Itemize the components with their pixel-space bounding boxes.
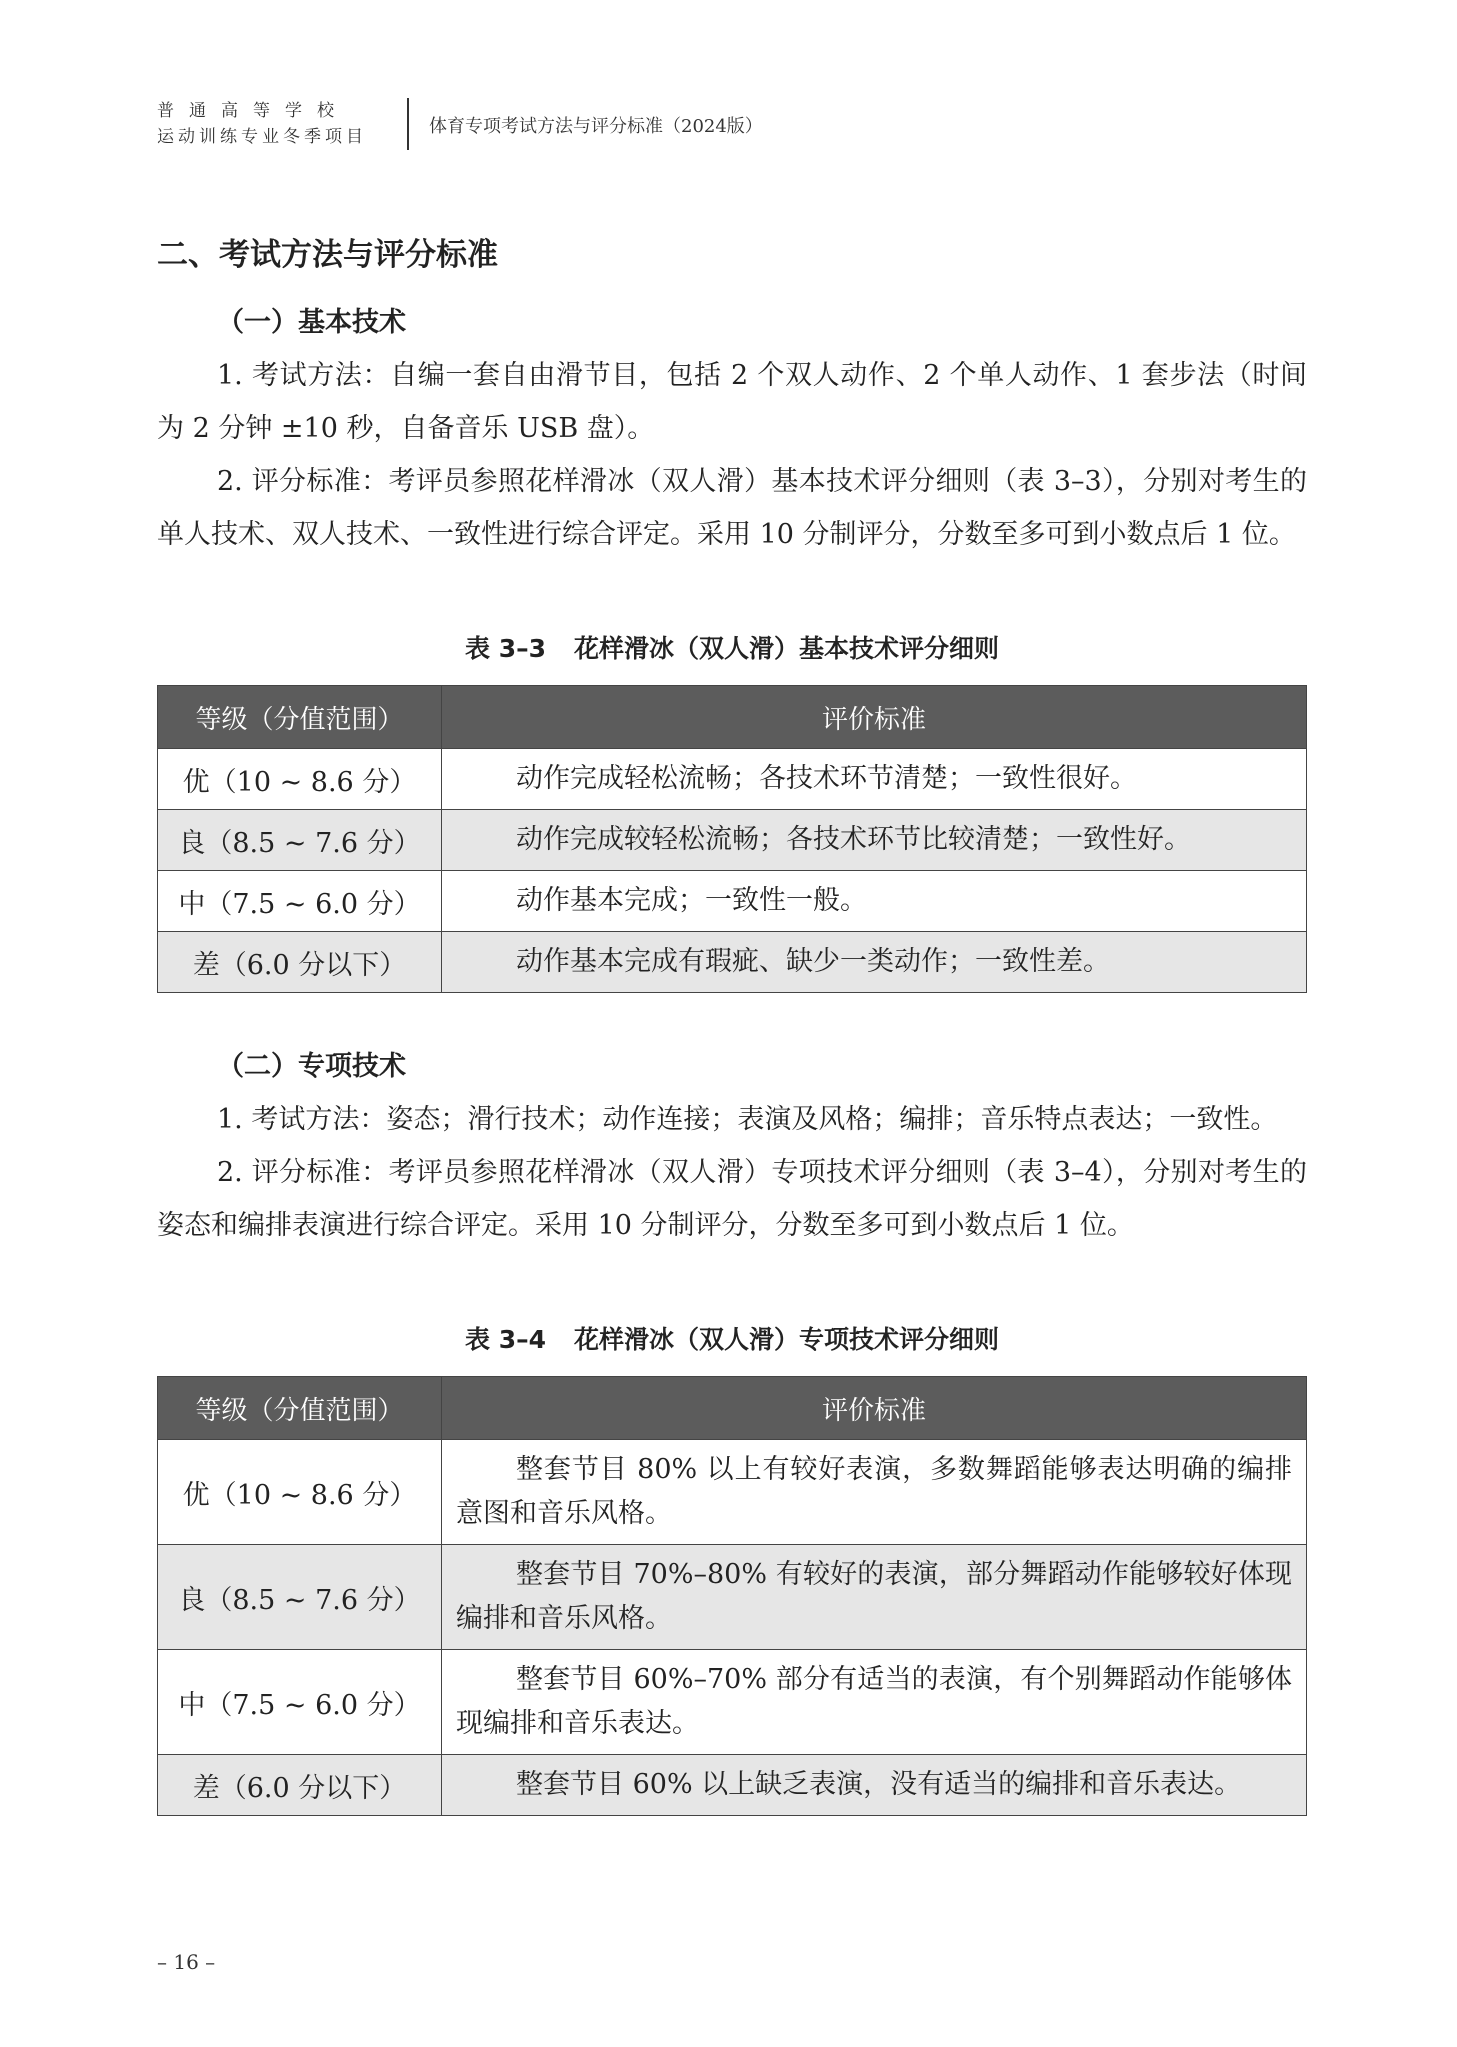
grade-level: 差（6.0 分以下）	[158, 932, 442, 993]
table2-number: 表 3–4	[464, 1325, 546, 1354]
grade-criteria: 整套节目 70%–80% 有较好的表演，部分舞蹈动作能够较好体现编排和音乐风格。	[442, 1545, 1307, 1650]
table2	[157, 1376, 1307, 1816]
table2-caption	[157, 1318, 1307, 1362]
part1-exam-method: 1. 考试方法：自编一套自由滑节目，包括 2 个双人动作、2 个单人动作、1 套步法（时间为 2 分钟 ±10 秒，自备音乐 USB 盘）。	[157, 360, 1307, 444]
table1-title: 花样滑冰（双人滑）基本技术评分细则	[573, 634, 999, 663]
grade-criteria: 整套节目 60%–70% 部分有适当的表演，有个别舞蹈动作能够体现编排和音乐表达。	[442, 1650, 1307, 1755]
table2-header-level: 等级（分值范围）	[158, 1377, 442, 1440]
part1-scoring-standard: 2. 评分标准：考评员参照花样滑冰（双人滑）基本技术评分细则（表 3–3），分别对考生的单人技术、双人技术、一致性进行综合评定。采用 10 分制评分，分数至多可到小数点后 1 位。	[157, 466, 1307, 550]
table1-caption	[157, 627, 1307, 671]
part2-scoring-standard: 2. 评分标准：考评员参照花样滑冰（双人滑）专项技术评分细则（表 3–4），分别对考生的姿态和编排表演进行综合评定。采用 10 分制评分，分数至多可到小数点后 1 位。	[157, 1157, 1307, 1241]
part2-heading: （二）专项技术	[217, 1051, 406, 1082]
header-divider	[407, 98, 409, 150]
grade-criteria: 动作完成轻松流畅；各技术环节清楚；一致性很好。	[442, 749, 1307, 810]
grade-level: 良（8.5 ~ 7.6 分）	[158, 810, 442, 871]
grade-criteria: 动作基本完成有瑕疵、缺少一类动作；一致性差。	[442, 932, 1307, 993]
header-line-2: 运动训练专业冬季项目	[157, 127, 367, 147]
table-row	[158, 1545, 1307, 1650]
table-row	[158, 1440, 1307, 1545]
page-number: – 16 –	[157, 1950, 216, 1974]
table1	[157, 685, 1307, 993]
table1-header-criteria: 评价标准	[442, 686, 1307, 749]
table1-header-row	[158, 686, 1307, 749]
grade-level: 优（10 ~ 8.6 分）	[158, 1440, 442, 1545]
part1-heading: （一）基本技术	[217, 307, 406, 338]
page-content	[157, 225, 1307, 1816]
grade-criteria: 整套节目 60% 以上缺乏表演，没有适当的编排和音乐表达。	[442, 1755, 1307, 1816]
table-row	[158, 1755, 1307, 1816]
header-line-1: 普通高等学校	[157, 101, 349, 121]
table2-header-criteria: 评价标准	[442, 1377, 1307, 1440]
table-row	[158, 1650, 1307, 1755]
grade-level: 差（6.0 分以下）	[158, 1755, 442, 1816]
table-row	[158, 871, 1307, 932]
section-title: 二、考试方法与评分标准	[157, 237, 498, 273]
grade-level: 中（7.5 ~ 6.0 分）	[158, 1650, 442, 1755]
grade-level: 良（8.5 ~ 7.6 分）	[158, 1545, 442, 1650]
grade-level: 中（7.5 ~ 6.0 分）	[158, 871, 442, 932]
grade-criteria: 动作基本完成；一致性一般。	[442, 871, 1307, 932]
table-row	[158, 932, 1307, 993]
grade-criteria: 动作完成较轻松流畅；各技术环节比较清楚；一致性好。	[442, 810, 1307, 871]
header-series	[157, 98, 402, 150]
table-row	[158, 810, 1307, 871]
header-title: 体育专项考试方法与评分标准（2024版）	[429, 116, 763, 137]
grade-criteria: 整套节目 80% 以上有较好表演，多数舞蹈能够表达明确的编排意图和音乐风格。	[442, 1440, 1307, 1545]
table1-header-level: 等级（分值范围）	[158, 686, 442, 749]
table2-title: 花样滑冰（双人滑）专项技术评分细则	[573, 1325, 999, 1354]
grade-level: 优（10 ~ 8.6 分）	[158, 749, 442, 810]
table-row	[158, 749, 1307, 810]
part2-exam-method: 1. 考试方法：姿态；滑行技术；动作连接；表演及风格；编排；音乐特点表达；一致性。	[217, 1104, 1278, 1135]
table1-number: 表 3–3	[464, 634, 546, 663]
running-header	[157, 98, 1307, 150]
table2-header-row	[158, 1377, 1307, 1440]
